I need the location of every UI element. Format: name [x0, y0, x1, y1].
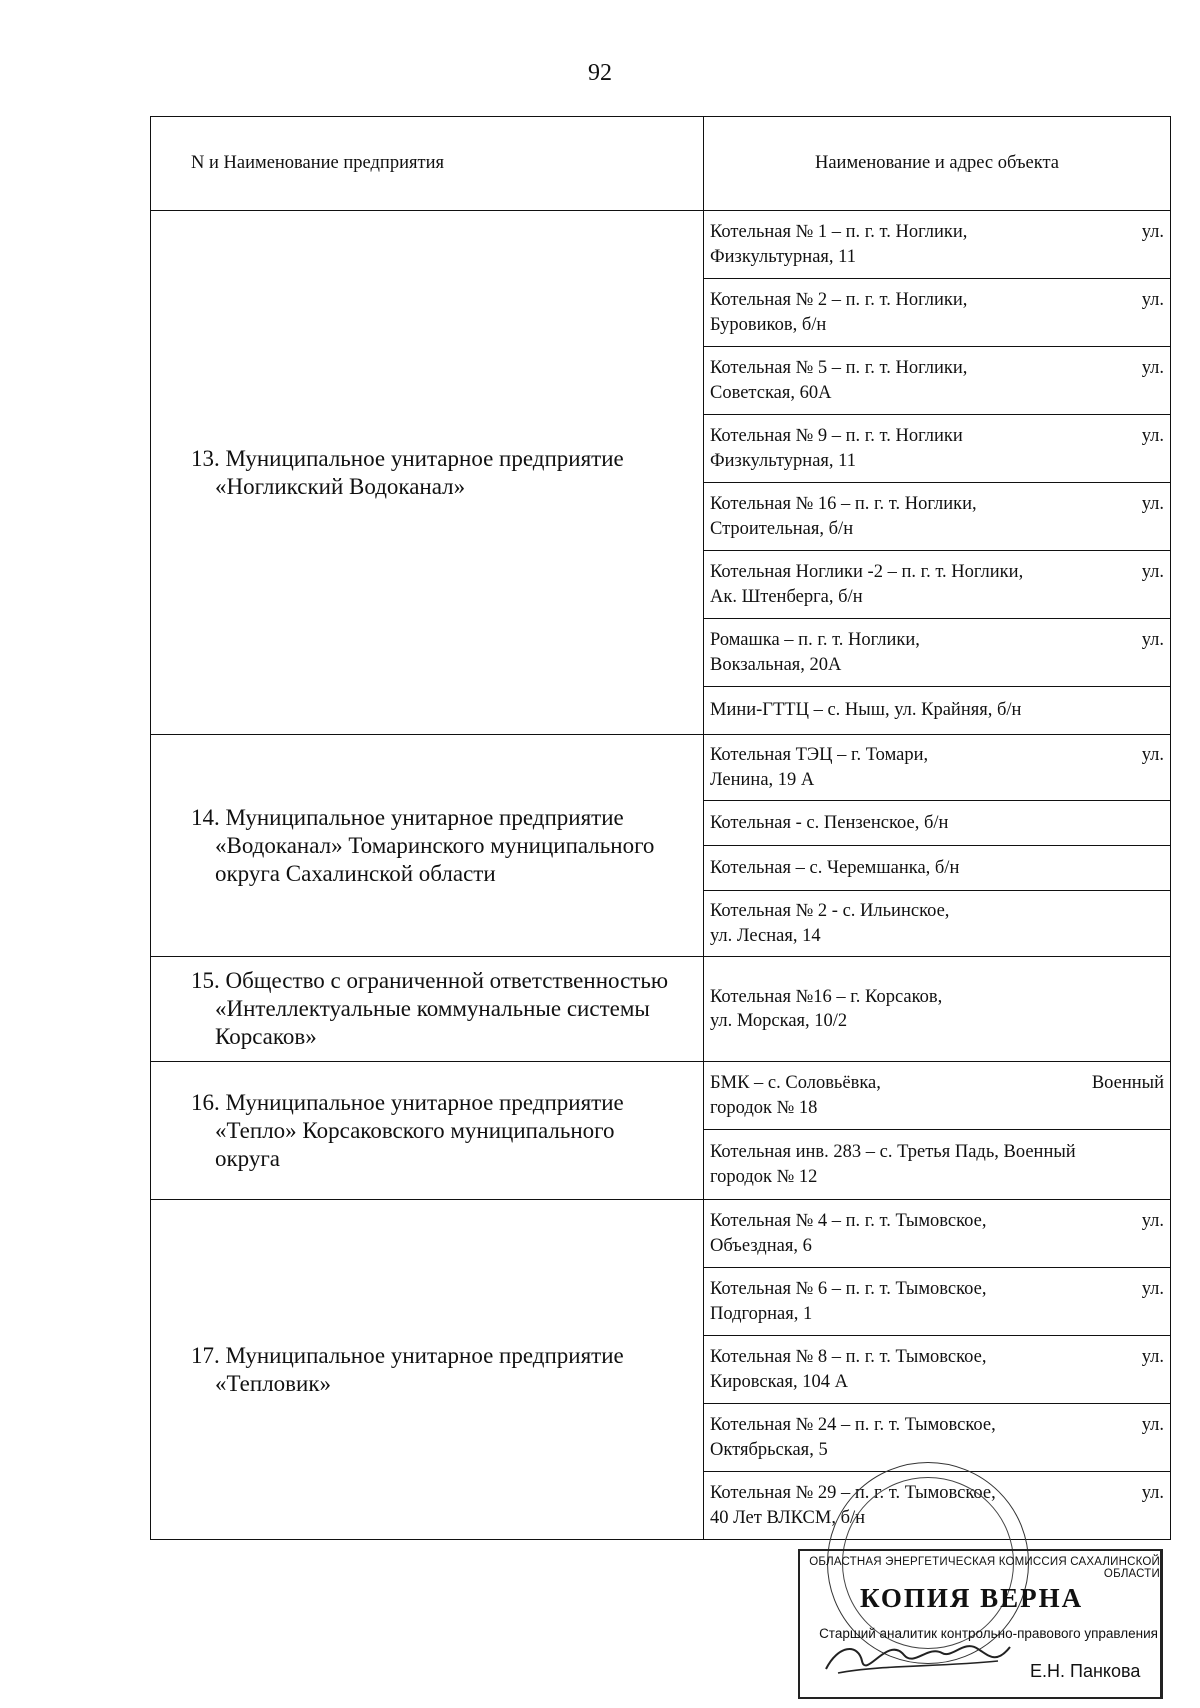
- object-address: Объездная, 6: [710, 1235, 812, 1256]
- object-cell: [704, 483, 1171, 551]
- object-name: Котельная № 8 – п. г. т. Тымовское,: [710, 1347, 987, 1367]
- object-cell: [704, 1130, 1171, 1200]
- stamp-role: Старший аналитик контрольно-правового управления: [819, 1626, 1158, 1641]
- object-address: Советская, 60А: [710, 382, 832, 403]
- object-address-prefix: ул.: [1141, 1279, 1164, 1299]
- object-name: Котельная № 24 – п. г. т. Тымовское,: [710, 1415, 996, 1435]
- enterprise-name-line: «Тепловик»: [215, 1370, 332, 1396]
- object-address: Ак. Штенберга, б/н: [710, 586, 863, 607]
- object-address-prefix: ул.: [1141, 222, 1164, 242]
- enterprise-name-line: «Интеллектуальные коммунальные системы: [215, 996, 650, 1021]
- object-address-prefix: ул.: [1141, 1211, 1164, 1231]
- object-address: Вокзальная, 20А: [710, 654, 842, 675]
- object-name: Котельная № 29 – п. г. т. Тымовское,: [710, 1483, 996, 1503]
- object-address: Ленина, 19 А: [710, 769, 815, 790]
- enterprise-name-line: 17. Муниципальное унитарное предприятие: [191, 1342, 624, 1368]
- object-name: Котельная № 4 – п. г. т. Тымовское,: [710, 1211, 987, 1231]
- object-cell: [704, 1404, 1171, 1472]
- stamp-organization: ОБЛАСТНАЯ ЭНЕРГЕТИЧЕСКАЯ КОМИССИЯ САХАЛИНСКОЙ ОБЛАСТИ: [809, 1556, 1160, 1580]
- object-cell: [704, 891, 1171, 957]
- object-name: БМК – с. Соловьёвка,: [710, 1073, 881, 1093]
- object-name: Мини-ГТТЦ – с. Ныш, ул. Крайняя, б/н: [710, 700, 1022, 721]
- object-address-prefix: ул.: [1141, 426, 1164, 446]
- object-address: ул. Морская, 10/2: [710, 1011, 848, 1031]
- object-cell: [704, 211, 1171, 279]
- object-address: Буровиков, б/н: [710, 314, 827, 335]
- object-name: Котельная № 2 - с. Ильинское,: [710, 901, 950, 921]
- object-cell: [704, 551, 1171, 619]
- object-address: ул. Лесная, 14: [710, 925, 821, 946]
- object-address-prefix: ул.: [1141, 1483, 1164, 1503]
- enterprise-cell: [151, 957, 704, 1062]
- object-name: Котельная - с. Пензенское, б/н: [710, 812, 949, 833]
- object-cell: [704, 347, 1171, 415]
- enterprise-name-line: 13. Муниципальное унитарное предприятие: [191, 445, 624, 471]
- object-address: Подгорная, 1: [710, 1303, 813, 1324]
- enterprise-name-line: округа: [215, 1145, 281, 1171]
- enterprise-name-line: «Водоканал» Томаринского муниципального: [215, 832, 655, 858]
- object-cell: [704, 1200, 1171, 1268]
- object-address-prefix: ул.: [1141, 494, 1164, 514]
- object-address: Кировская, 104 А: [710, 1371, 848, 1392]
- enterprise-cell: [151, 1200, 704, 1540]
- handwritten-signature: [818, 1625, 1018, 1685]
- object-address: городок № 18: [710, 1097, 818, 1118]
- table-row: [151, 1200, 1171, 1268]
- table-row: [151, 1062, 1171, 1130]
- enterprise-name-line: 16. Муниципальное унитарное предприятие: [191, 1089, 624, 1115]
- table-row: [151, 957, 1171, 1062]
- object-address: 40 Лет ВЛКСМ, б/н: [710, 1507, 866, 1528]
- object-address-prefix: ул.: [1141, 562, 1164, 582]
- object-name: Котельная № 2 – п. г. т. Ноглики,: [710, 290, 968, 310]
- object-cell: [704, 415, 1171, 483]
- stamp-title: КОПИЯ ВЕРНА: [860, 1583, 1084, 1613]
- object-cell: [704, 846, 1171, 891]
- object-name: Котельная – с. Черемшанка, б/н: [710, 857, 960, 878]
- object-address-prefix: ул.: [1141, 1347, 1164, 1367]
- page-number: 92: [588, 60, 612, 86]
- enterprise-name-line: «Ногликский Водоканал»: [215, 473, 466, 499]
- table-row: [151, 211, 1171, 279]
- table-row: [151, 735, 1171, 801]
- object-address-prefix: ул.: [1141, 1415, 1164, 1435]
- object-address-prefix: ул.: [1141, 745, 1164, 765]
- objects-table: [150, 116, 1171, 1540]
- object-name: Ромашка – п. г. т. Ноглики,: [710, 630, 920, 650]
- enterprise-cell: [151, 1062, 704, 1200]
- object-cell: [704, 957, 1171, 1062]
- object-cell: [704, 735, 1171, 801]
- object-name: Котельная № 9 – п. г. т. Ноглики: [710, 426, 963, 446]
- enterprise-name-line: Корсаков»: [215, 1024, 317, 1049]
- enterprise-cell: [151, 211, 704, 735]
- object-name: Котельная № 5 – п. г. т. Ноглики,: [710, 358, 968, 378]
- object-address: Октябрьская, 5: [710, 1439, 828, 1460]
- table-body: [151, 211, 1171, 1540]
- object-address: Физкультурная, 11: [710, 246, 856, 267]
- object-cell: [704, 1336, 1171, 1404]
- header-object: Наименование и адрес объекта: [704, 117, 1171, 211]
- object-address-prefix: ул.: [1141, 358, 1164, 378]
- object-address-prefix: ул.: [1141, 630, 1164, 650]
- enterprise-name-line: 14. Муниципальное унитарное предприятие: [191, 804, 624, 830]
- object-name: Котельная инв. 283 – с. Третья Падь, Военный: [710, 1142, 1076, 1162]
- enterprise-cell: [151, 735, 704, 957]
- object-name: Котельная Ноглики -2 – п. г. т. Ноглики,: [710, 562, 1024, 582]
- object-cell: [704, 279, 1171, 347]
- object-address-prefix: Военный: [1091, 1073, 1164, 1093]
- object-cell: [704, 801, 1171, 846]
- object-name: Котельная № 6 – п. г. т. Тымовское,: [710, 1279, 987, 1299]
- enterprise-name-line: округа Сахалинской области: [215, 860, 496, 886]
- object-name: Котельная № 16 – п. г. т. Ноглики,: [710, 494, 977, 514]
- stamp-name: Е.Н. Панкова: [1030, 1661, 1141, 1681]
- object-address: Строительная, б/н: [710, 518, 854, 539]
- object-name: Котельная № 1 – п. г. т. Ноглики,: [710, 222, 968, 242]
- object-cell: [704, 1268, 1171, 1336]
- header-enterprise: N и Наименование предприятия: [151, 117, 704, 211]
- object-cell: [704, 619, 1171, 687]
- object-address-prefix: ул.: [1141, 290, 1164, 310]
- object-name: Котельная №16 – г. Корсаков,: [710, 986, 943, 1007]
- object-cell: [704, 1062, 1171, 1130]
- object-address: Физкультурная, 11: [710, 450, 856, 471]
- object-address: городок № 12: [710, 1166, 818, 1187]
- enterprise-name-line: 15. Общество с ограниченной ответственностью: [191, 968, 669, 993]
- object-name: Котельная ТЭЦ – г. Томари,: [710, 745, 929, 765]
- enterprise-name-line: «Тепло» Корсаковского муниципального: [215, 1117, 615, 1143]
- object-cell: [704, 687, 1171, 735]
- table-header-row: [151, 117, 1171, 211]
